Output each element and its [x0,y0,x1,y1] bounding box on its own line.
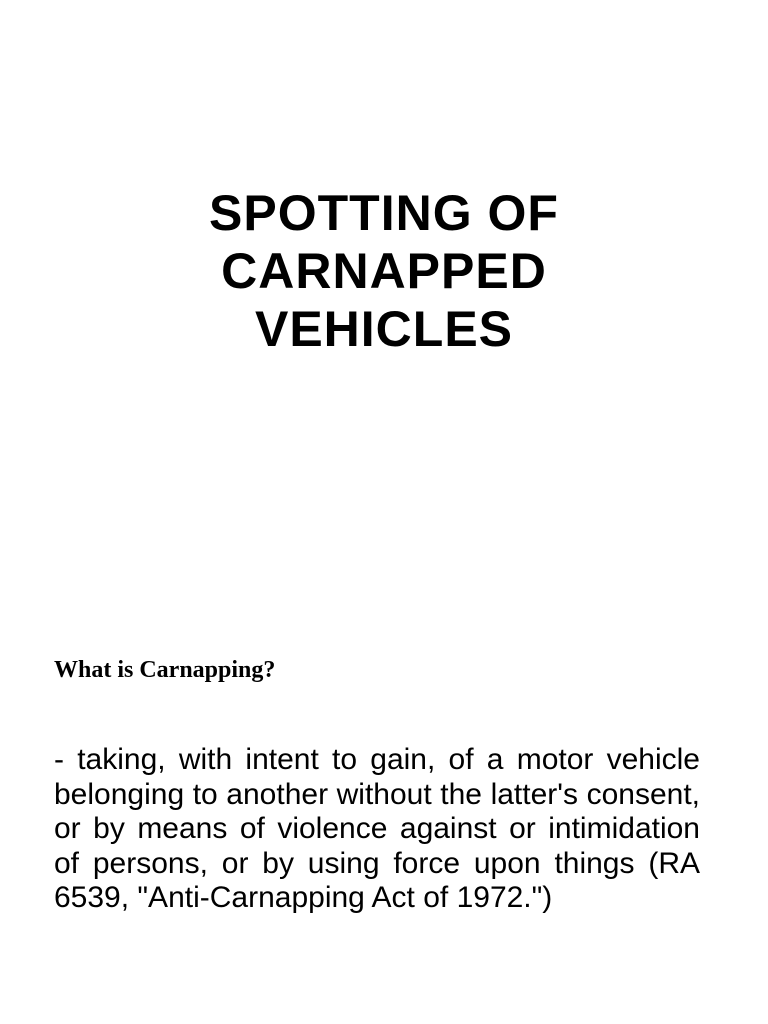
document-title [0,184,768,358]
title-line-2: CARNAPPED [221,243,547,299]
section-question: What is Carnapping? [54,657,276,683]
title-line-1: SPOTTING OF [209,185,559,241]
title-line-3: VEHICLES [254,301,514,357]
definition-paragraph: - taking, with intent to gain, of a motor vehicle belonging to another without the latter's consent, or by means of violence against or intimidation of persons, or by using force upon things (RA 6539, "Anti-Carnapping Act of 1972.") [54,743,700,914]
